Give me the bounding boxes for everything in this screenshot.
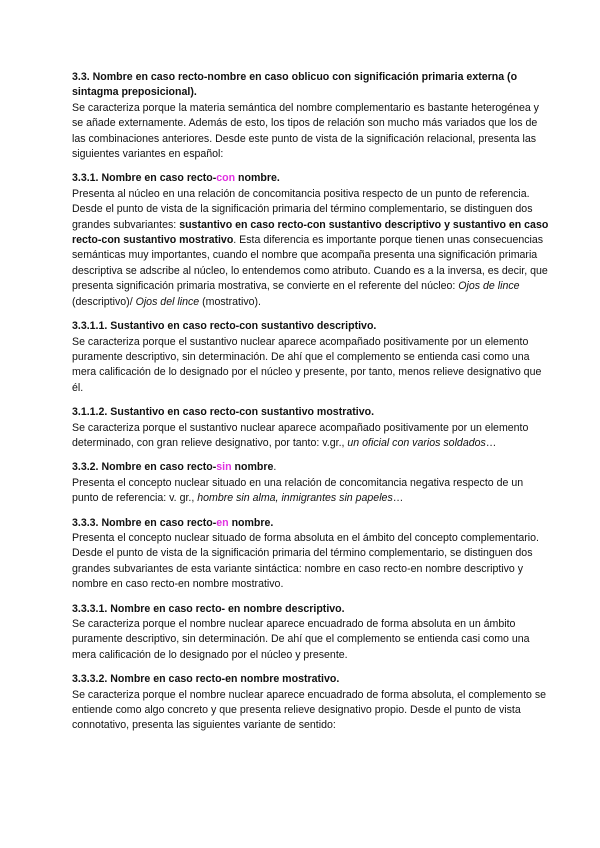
section-body: Se caracteriza porque el nombre nuclear aparece encuadrado de forma absoluta, el complemento se entiende como algo concreto y que presenta relieve designativo propio. Desde el punto de vista connotativo, presenta las siguientes variante de sentido: [72, 688, 547, 732]
section-body [72, 476, 550, 507]
highlighted-preposition: en [216, 516, 229, 529]
section-3-3-2 [72, 460, 550, 506]
section-body: Se caracteriza porque la materia semántica del nombre complementario es bastante heterogénea y se añade externamente. Además de esto, los tipos de relación son mucho más variados que los de las combinaciones anteriores. Desde este punto de vista de la significación relacional, presenta las siguientes variantes en español: [72, 101, 539, 161]
section-heading: 3.1.1.2. Sustantivo en caso recto-con sustantivo mostrativo. [72, 406, 375, 419]
section-heading: 3.3.1.1. Sustantivo en caso recto-con sustantivo descriptivo. [72, 320, 377, 333]
heading-text: . [273, 461, 277, 474]
body-text: Presenta al núcleo en una relación de concomitancia positiva respecto de un punto de referencia. Desde el punto de vista de la significación primaria del término complementario, se distinguen dos grandes subvariantes: [72, 187, 533, 231]
section-heading [72, 171, 550, 186]
section-3-3-3-1 [72, 602, 550, 664]
section-heading: 3.3.3.1. Nombre en caso recto- en nombre descriptivo. [72, 602, 345, 615]
section-heading [72, 516, 550, 531]
example-text: Ojos del lince [135, 295, 200, 308]
heading-text: nombre. [235, 172, 280, 185]
section-body: Se caracteriza porque el nombre nuclear aparece encuadrado de forma absoluta en un ámbito puramente descriptivo, sin determinación. De ahí que el complemento se entienda casi como una mera calificación de lo designado por el núcleo y presente. [72, 618, 530, 661]
highlighted-preposition: con [216, 172, 236, 185]
example-text: un oficial con varios soldados [347, 436, 486, 449]
heading-text: 3.3.1. Nombre en caso recto- [72, 172, 217, 185]
section-heading: 3.3.3.2. Nombre en caso recto-en nombre mostrativo. [72, 673, 340, 686]
body-text: (mostrativo). [199, 295, 261, 308]
section-3-3 [72, 70, 550, 162]
heading-text: nombre. [228, 516, 274, 529]
body-text: Presenta el concepto nuclear situado en una relación de concomitancia negativa respecto de un punto de referencia: v. gr., [72, 476, 524, 505]
section-body: Se caracteriza porque el sustantivo nuclear aparece acompañado positivamente por un elemento puramente descriptivo, sin determinación. De ahí que el complemento se entienda casi como una mera calificación de lo designado por el núcleo y presente, por tanto, menos relieve designativo que él. [72, 335, 542, 394]
highlighted-preposition: sin [216, 461, 232, 474]
heading-text: nombre [231, 461, 274, 474]
section-body [72, 421, 550, 452]
body-text: (descriptivo)/ [72, 295, 136, 308]
body-text: … [392, 492, 404, 505]
section-3-3-1-1 [72, 319, 550, 396]
heading-text: 3.3.3. Nombre en caso recto- [72, 516, 217, 529]
section-body [72, 187, 550, 310]
heading-text: 3.3.2. Nombre en caso recto- [72, 461, 217, 474]
body-text: . Esta diferencia es importante porque tienen unas consecuencias semánticas muy importantes, cuando el nombre que acompaña presenta una significación primaria descriptiva se adscribe al núcleo, lo entendemos como atributo. Cuando es a la inversa, es decir, que presenta significación primaria mostrativa, se convierte en el referente del núcleo: [72, 234, 548, 293]
example-text: hombre sin alma, inmigrantes sin papeles [197, 492, 393, 505]
bold-text: sustantivo en caso recto-con sustantivo descriptivo y sustantivo en caso recto-con sustantivo mostrativo [72, 218, 549, 247]
example-text: Ojos de lince [458, 280, 520, 293]
section-heading [72, 460, 550, 475]
section-heading: 3.3. Nombre en caso recto-nombre en caso oblicuo con significación primaria externa (o sintagma preposicional). [72, 71, 518, 99]
section-3-3-3 [72, 516, 550, 593]
body-text: Se caracteriza porque el sustantivo nuclear aparece acompañado positivamente por un elemento determinado, con gran relieve designativo, por tanto: v.gr., [72, 421, 529, 449]
section-3-1-1-2 [72, 405, 550, 451]
body-text: … [485, 436, 497, 449]
section-body: Presenta el concepto nuclear situado de forma absoluta en el ámbito del concepto complementario. Desde el punto de vista de la significación primaria del término complementario, se distinguen dos grandes subvariantes de esta variante sintáctica: nombre en caso recto-en nombre descriptivo y nombre en caso recto-en nombre mostrativo. [72, 531, 539, 591]
section-3-3-3-2 [72, 672, 550, 734]
section-3-3-1 [72, 171, 550, 310]
